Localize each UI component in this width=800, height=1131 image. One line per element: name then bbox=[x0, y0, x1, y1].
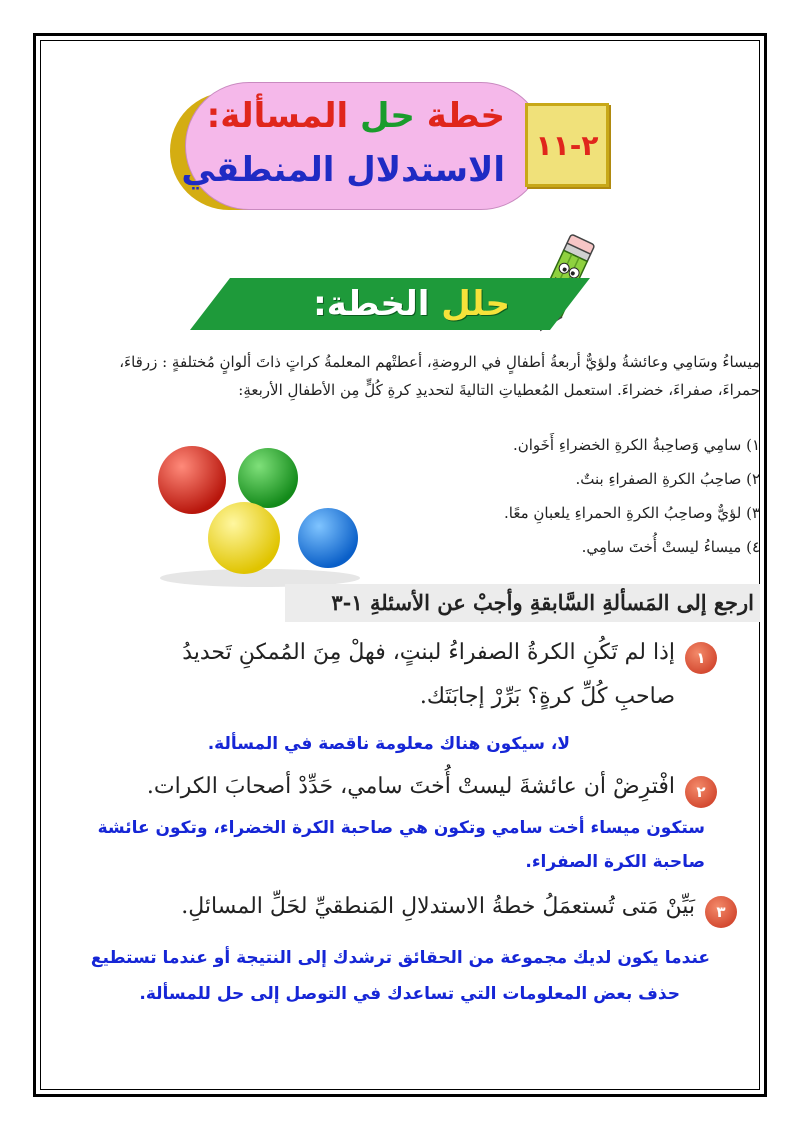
plan-heading bbox=[313, 284, 510, 324]
answer-text: صاحبة الكرة الصفراء. bbox=[525, 852, 705, 872]
lesson-number-badge: ٢-١١ bbox=[525, 103, 609, 187]
yellow-ball bbox=[208, 502, 280, 574]
answer-text: لا، سيكون هناك معلومة ناقصة في المسألة. bbox=[207, 734, 570, 754]
question-number-badge: ١ bbox=[685, 642, 717, 674]
red-ball bbox=[158, 446, 226, 514]
answer-text: عندما يكون لديك مجموعة من الحقائق ترشدك إلى النتيجة أو عندما تستطيع bbox=[90, 948, 710, 968]
clue-item: ٣) لؤيٌّ وصاحِبُ الكرةِ الحمراءِ يلعبانِ معًا. bbox=[504, 504, 760, 522]
clue-item: ٢) صاحِبُ الكرةِ الصفراءِ بنتٌ. bbox=[575, 470, 760, 488]
plan-word-plan: الخطة: bbox=[313, 284, 430, 324]
blue-ball bbox=[298, 508, 358, 568]
answer-text: حذف بعض المعلومات التي تساعدك في التوصل إلى حل للمسألة. bbox=[139, 984, 680, 1004]
question-number-badge: ٣ bbox=[705, 896, 737, 928]
title-word-plan: خطة bbox=[426, 96, 505, 136]
lesson-title-line1 bbox=[207, 96, 505, 136]
problem-line: ميساءُ وسَامِي وعائشةُ ولؤيٌّ أربعةُ أطفالٍ في الروضةِ، أعطتْهم المعلمةُ كراتٍ ذاتَ ألوانٍ مُختلفةٍ : زرقاءَ، bbox=[119, 353, 760, 371]
question-text: افْترِضْ أن عائشةَ ليستْ أُختَ سامي، حَدِّدْ أصحابَ الكرات. bbox=[146, 774, 675, 799]
plan-word-analyze: حلل bbox=[441, 284, 510, 324]
problem-line: حمراءَ، صفراءَ، خضراءَ. استعمل المُعطياتِ التاليةَ لتحديدِ كرةِ كُلٍّ مِن الأطفالِ الأربعةِ: bbox=[238, 381, 760, 399]
clue-item: ٤) ميساءُ ليستْ أُختَ سامِي. bbox=[581, 538, 760, 556]
question-number-badge: ٢ bbox=[685, 776, 717, 808]
problem-statement bbox=[40, 348, 760, 404]
question-text: صاحبِ كُلِّ كرةٍ؟ بَرِّرْ إجابَتَك. bbox=[419, 684, 675, 709]
clue-item: ١) سامِي وَصاحِبةُ الكرةِ الخضراءِ أَخَوان. bbox=[512, 436, 760, 454]
colored-balls-image bbox=[150, 438, 370, 588]
question-text: بَيِّنْ مَتى تُستعمَلُ خطةُ الاستدلالِ المَنطقيِّ لحَلِّ المسائلِ. bbox=[181, 894, 695, 919]
title-word-solve: حل bbox=[360, 96, 415, 136]
green-ball bbox=[238, 448, 298, 508]
answer-text: ستكون ميساء أخت سامي وتكون هي صاحبة الكرة الخضراء، وتكون عائشة bbox=[97, 818, 705, 838]
clue-list bbox=[504, 428, 760, 564]
lesson-title-line2: الاستدلال المنطقي bbox=[181, 150, 505, 190]
question-text: إذا لم تَكُنِ الكرةُ الصفراءُ لبنتٍ، فهلْ مِنَ المُمكنِ تَحديدُ bbox=[182, 640, 675, 665]
title-word-problem: المسألة: bbox=[206, 96, 349, 136]
section-heading: ارجع إلى المَسألةِ السَّابقةِ وأجبْ عن الأسئلةِ ١-٣ bbox=[285, 584, 760, 622]
